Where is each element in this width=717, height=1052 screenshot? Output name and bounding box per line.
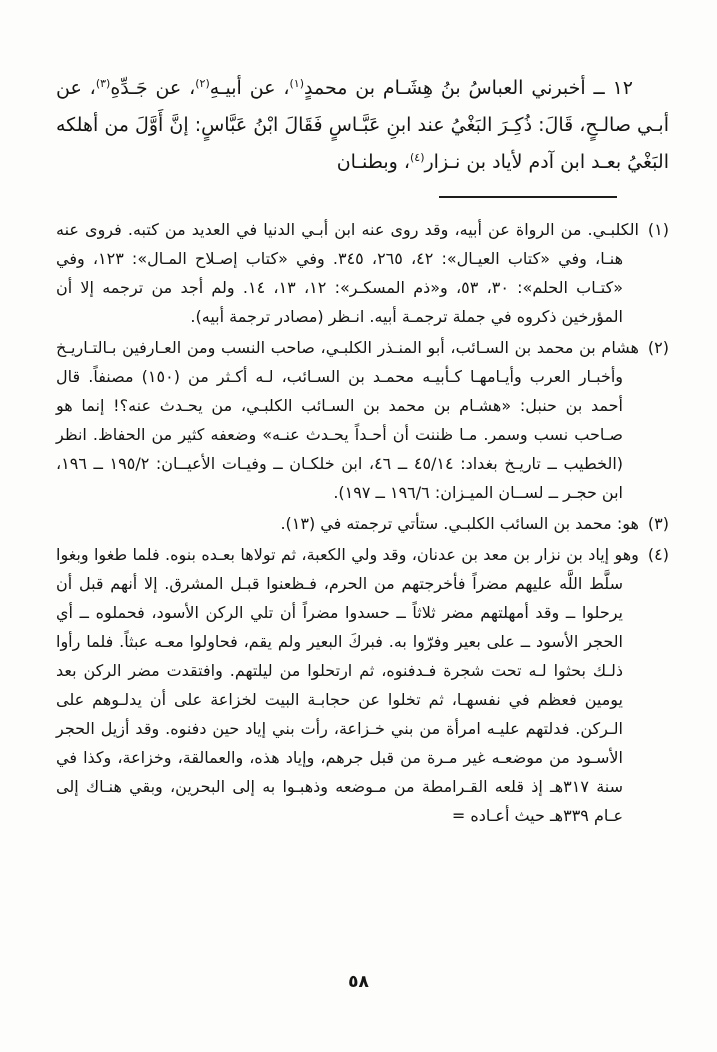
footnote-ref-4: (٤)	[409, 151, 425, 164]
footnote-ref-1: (١)	[289, 77, 305, 90]
footnote-1-text: الكلبـي. من الرواة عن أبيه، وقد روى عنه ابن أبـي الدنيا في العديد من كتبه. فروى عنه هنـا، وفي «كتاب العيـال»: ٤٢، ٢٦٥، ٣٤٥. وفي «كتاب إصـلاح المـال»: ١٢٣، وفي «كتـاب الحلم»: ٣٠، ٥٣، و«ذم المسكـر»: ١٢، ١٣، ١٤. ولم أجد من ترجمه إلا أن المؤرخين ذكروه في جملة ترجمـة أبيه. انـظر (مصادر ترجمة أبيه).	[56, 220, 639, 326]
footnote-ref-2: (٢)	[195, 77, 210, 90]
hadith-text-run-5: ، وبطنـان	[336, 151, 410, 173]
hadith-text-run-4: ، عن أبـي صالـحٍ، قَالَ: ذُكِـرَ البَغْيُ عند ابنِ عَبَّـاسٍ فَقَالَ ابْنُ عَبَّاسٍ: إنَّ أَوَّلَ من أهلكه البَغْيُ بعـد ابن آدم لأياد بن نـزار	[56, 77, 669, 173]
hadith-text-run-1: ــ أخبرني العباسُ بنُ هِشَـام بن محمدٍ	[304, 77, 613, 99]
footnote-1-marker: (١)	[647, 220, 669, 239]
footnote-3-marker: (٣)	[647, 514, 669, 533]
page-number: ٥٨	[348, 972, 369, 992]
footnote-3	[56, 509, 669, 538]
hadith-text-run-2: ، عن أبيـهِ	[209, 77, 290, 99]
footnotes-section	[56, 215, 669, 830]
footnote-3-text: هو: محمد بن السائب الكلبـي. ستأتي ترجمته في (١٣).	[280, 514, 639, 533]
footnote-4-text: وهو إياد بن نزار بن معد بن عدنان، وقد ولي الكعبة، ثم تولاها بعـده بنوه. فلما طغوا وبغوا سلَّط اللَّه عليهم مضراً فأخرجتهم من الحرم، فـظعنوا قبـل المشرق. إلا أنهم قبل أن يرحلوا ــ وقد أمهلتهم مضر ثلاثاً ــ حسدوا مضراً أن تلي الركن الأسود، فحملوه ــ أي الحجر الأسود ــ على بعير وفرّوا به. فبركَ البعير ولم يقم، فحاولوا معـه عبثاً. فلما رأوا ذلـك بحثوا لـه تحت شجرة فـدفنوه، ثم ارتحلوا من ليلتهم. وافتقدت مضر الركن بعد يومين فعظم في نفسهـا، ثم تخلوا عن حجابـة البيت لخزاعة على أن يدلـوهم على الـركن. فدلتهم عليـه امرأة من بني خـزاعة، رأت بني إياد حين دفنوه. وقد أزيل الحجر الأسـود من موضعـه غير مـرة من قبل جرهم، وإياد هذه، والعمالقة، وخزاعة، وكذا في سنة ٣١٧هـ إذ قلعه القـرامطة من مـوضعه وذهبـوا به إلى البحرين، وبقي هنـاك إلى عـام ٣٣٩هـ حيث أعـاده =	[56, 545, 639, 825]
footnote-4-marker: (٤)	[647, 545, 669, 564]
footnote-2-marker: (٢)	[647, 338, 669, 357]
footnote-2	[56, 333, 669, 507]
hadith-text-run-3: ، عن جَـدِّهِ	[110, 77, 196, 99]
footnote-4	[56, 540, 669, 830]
footnote-separator	[439, 196, 617, 198]
footnote-1	[56, 215, 669, 331]
hadith-number: ١٢	[612, 77, 633, 99]
hadith-paragraph	[56, 70, 669, 181]
footnote-2-text: هشام بن محمد بن السـائب، أبو المنـذر الكلبـي، صاحب النسب ومن العـارفين بـالتـاريـخ وأخبـار العرب وأيـامهـا كـأبيـه محمـد بن السـائب، لـه أكـثر من (١٥٠) مصنفاً. قال أحمد بن حنبل: «هشـام بن محمد بن السـائب الكلبـي، من يحـدث عنه؟! إنما هو صـاحب نسب وسمر. مـا ظننت أن أحـداً يحـدث عنـه» وضعفه كثير من الحفاظ. انظر (الخطيب ــ تاريـخ بغداد: ٤٥/١٤ ــ ٤٦، ابن خلكـان ــ وفيـات الأعيــان: ١٩٥/٢ ــ ١٩٦، ابن حجـر ــ لســان الميـزان: ١٩٦/٦ ــ ١٩٧).	[56, 338, 639, 502]
footnote-ref-3: (٣)	[95, 77, 111, 90]
